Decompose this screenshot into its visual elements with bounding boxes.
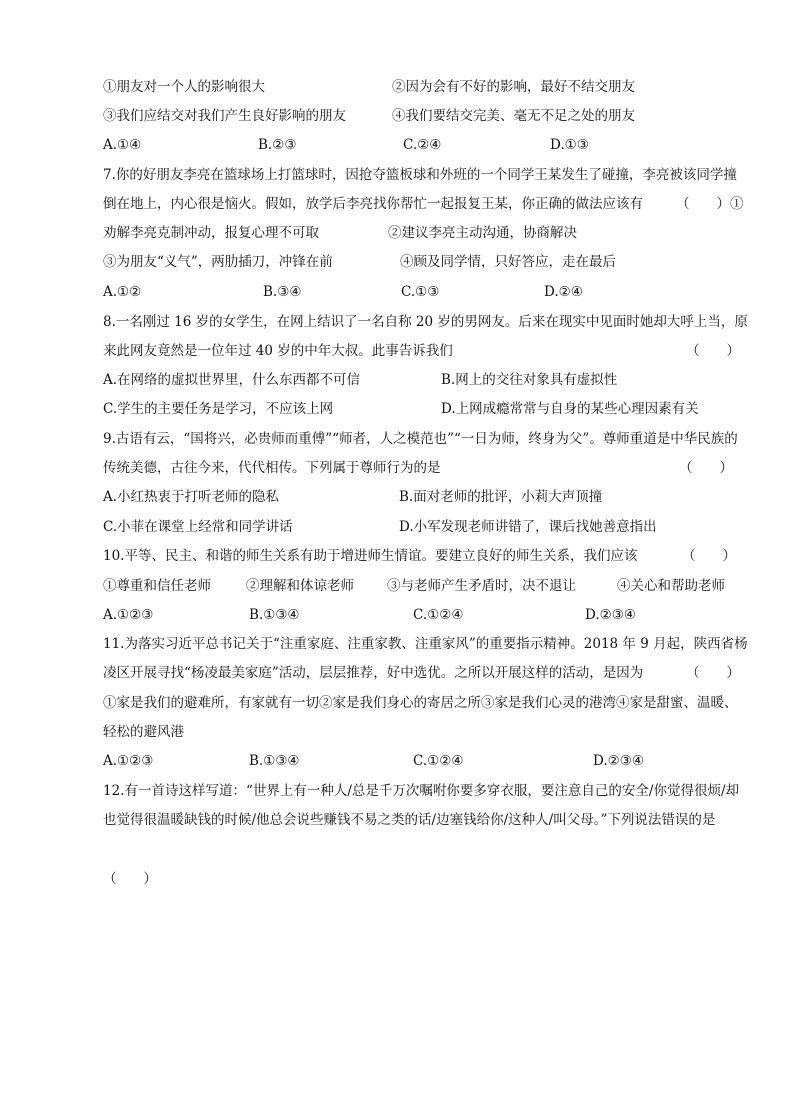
q9-choice-b: B.面对老师的批评，小莉大声顶撞 (399, 489, 603, 505)
q6-option-3: ③我们应结交对我们产生良好影响的朋友 (103, 108, 346, 124)
q10-option-4: ④关心和帮助老师 (617, 578, 725, 594)
q10-choice-b: B.①③④ (249, 607, 300, 623)
q6-choice-c: C.②④ (403, 137, 442, 153)
q8-choice-d: D.上网成瘾常常与自身的某些心理因素有关 (441, 401, 699, 417)
q11-answer-paren: （ ） (686, 665, 740, 681)
q6-option-1: ①朋友对一个人的影响很大 (103, 79, 265, 95)
q10-option-2: ②理解和体谅老师 (246, 578, 354, 594)
q8-choice-b: B.网上的交往对象具有虚拟性 (441, 372, 618, 388)
q7-option-2: ②建议李亮主动沟通，协商解决 (388, 225, 577, 241)
q7-option-4: ④顾及同学情，只好答应，走在最后 (400, 254, 616, 270)
q7-stem-text: 倒在地上，内心很是恼火。假如，放学后李亮找你帮忙一起报复王某，你正确的做法应该有 (103, 196, 643, 212)
q11-choice-d: D.②③④ (593, 753, 644, 769)
q8-choice-c: C.学生的主要任务是学习，不应该上网 (103, 401, 334, 417)
q11-choice-b: B.①③④ (249, 753, 300, 769)
q8-stem-text: 来此网友竟然是一位年过 40 岁的中年大叔。此事告诉我们 (103, 343, 453, 359)
q9-stem-text: 传统美德，古往今来，代代相传。下列属于尊师行为的是 (103, 460, 441, 476)
q6-choice-b: B.②③ (258, 137, 297, 153)
q10-answer-paren: （ ） (682, 548, 736, 564)
q11-options-line-2: 轻松的避风港 (103, 724, 184, 740)
q8-answer-paren: （ ） (686, 343, 740, 359)
q6-choice-a: A.①④ (103, 137, 142, 153)
q9-stem-line-1: 9.古语有云，“国将兴，必贵师而重傅”“师者，人之模范也”“一日为师，终身为父”。尊师重道是中华民族的 (103, 431, 738, 447)
q6-option-4: ④我们要结交完美、毫无不足之处的朋友 (392, 108, 635, 124)
q11-options-line-1: ①家是我们的避难所，有家就有一切②家是我们身心的寄居之所③家是我们心灵的港湾④家是甜蜜、温暖、 (103, 695, 738, 711)
q7-choice-c: C.①③ (401, 284, 440, 300)
q7-choice-d: D.②④ (544, 284, 583, 300)
q9-choice-a: A.小红热衷于打听老师的隐私 (103, 489, 280, 505)
q12-answer-paren-line: （ ） (103, 871, 157, 887)
q12-stem-line-1: 12.有一首诗这样写道：“世界上有一种人/总是千万次嘱咐你要多穿衣服，要注意自己的安全/你觉得很烦/却 (103, 783, 740, 799)
q7-choice-b: B.③④ (263, 284, 302, 300)
q10-option-3: ③与老师产生矛盾时，决不退让 (387, 578, 576, 594)
q10-stem-text: 10.平等、民主、和谐的师生关系有助于增进师生情谊。要建立良好的师生关系，我们应该 (103, 548, 638, 564)
q10-choice-c: C.①②④ (413, 607, 464, 623)
q7-option-1: 劝解李亮克制冲动，报复心理不可取 (103, 225, 319, 241)
q7-answer-paren: （ ）① (676, 196, 744, 212)
q9-choice-d: D.小军发现老师讲错了，课后找她善意指出 (399, 519, 657, 535)
q12-stem-line-2: 也觉得很温暖缺钱的时候/他总会说些赚钱不易之类的话/边塞钱给你/这种人/叫父母。”下列说法错误的是 (103, 812, 716, 828)
q8-stem-line-1: 8.一名刚过 16 岁的女学生，在网上结识了一名自称 20 岁的男网友。后来在现实中见面时她却大呼上当，原 (103, 314, 748, 330)
q9-choice-c: C.小菲在课堂上经常和同学讲话 (103, 519, 293, 535)
q7-choice-a: A.①② (103, 284, 142, 300)
q11-stem-line-1: 11.为落实习近平总书记关于“注重家庭、注重家教、注重家风”的重要指示精神。2018 年 9 月起，陕西省杨 (103, 636, 748, 652)
q11-stem-text: 凌区开展寻找“杨凌最美家庭”活动，层层推荐，好中选优。之所以开展这样的活动，是因为 (103, 665, 644, 681)
q7-stem-line-1: 7.你的好朋友李亮在篮球场上打篮球时，因抢夺篮板球和外班的一个同学王某发生了碰撞，李亮被该同学撞 (103, 167, 737, 183)
q8-choice-a: A.在网络的虚拟世界里，什么东西都不可信 (103, 372, 361, 388)
q6-choice-d: D.①③ (550, 137, 589, 153)
q11-choice-a: A.①②③ (103, 753, 154, 769)
q7-option-3: ③为朋友“义气”，两肋插刀，冲锋在前 (103, 254, 333, 270)
q6-option-2: ②因为会有不好的影响，最好不结交朋友 (392, 79, 635, 95)
q11-choice-c: C.①②④ (413, 753, 464, 769)
q10-option-1: ①尊重和信任老师 (103, 578, 211, 594)
q10-choice-d: D.②③④ (585, 607, 636, 623)
q9-answer-paren: （ ） (679, 460, 733, 476)
q10-choice-a: A.①②③ (103, 607, 154, 623)
